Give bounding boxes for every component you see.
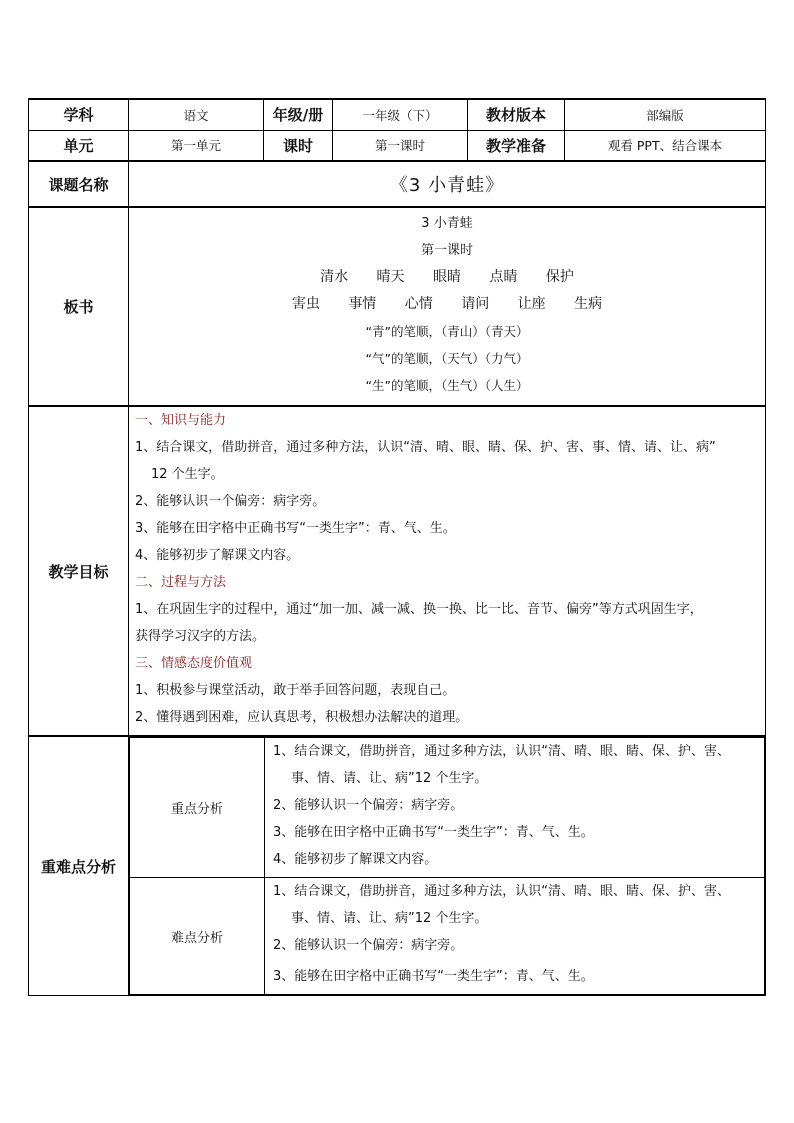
board-stroke-order: “生”的笔顺，（生气）（人生） [365,378,529,393]
topic-title: 《3 小青蛙》 [129,161,766,207]
prep-label: 教学准备 [468,130,565,161]
board-word: 清水 [320,269,349,285]
board-word: 晴天 [376,269,405,285]
lesson-label: 课时 [264,130,333,161]
lesson-value: 第一课时 [333,130,468,161]
key-point-item: 4、能够初步了解课文内容。 [273,852,438,867]
goals-section-heading: 三、情感态度价值观 [135,656,253,671]
difficult-points-row [130,878,765,995]
key-points-row [130,738,765,878]
subject-value: 语文 [129,99,264,130]
goals-label: 教学目标 [29,406,129,736]
key-point-item: 3、能够在田字格中正确书写“一类生字”：青、气、生。 [273,825,594,840]
board-word: 事情 [348,296,377,312]
goals-row [29,406,766,736]
board-word: 请问 [461,296,490,312]
analysis-row [29,736,766,996]
difficult-point-item: 事、情、请、让、病”12 个生字。 [291,911,488,926]
topic-label: 课题名称 [29,161,129,207]
board-content [129,207,766,406]
board-words-row-2 [129,291,765,318]
edition-label: 教材版本 [468,99,565,130]
unit-value: 第一单元 [129,130,264,161]
board-stroke-order: “气”的笔顺，（天气）（力气） [365,351,529,366]
board-word: 心情 [404,296,433,312]
goals-section-heading: 一、知识与能力 [135,413,227,428]
goals-item: 3、能够在田字格中正确书写“一类生字”：青、气、生。 [135,521,456,536]
topic-row [29,161,766,207]
board-label: 板书 [29,207,129,406]
grade-value: 一年级（下） [333,99,468,130]
board-word: 眼睛 [433,269,461,285]
goals-item: 12 个生字。 [151,467,224,482]
key-points-label: 重点分析 [130,738,265,878]
key-points-content [265,738,765,878]
board-title: 3 小青蛙 [421,216,473,231]
analysis-content [129,736,766,996]
board-word: 让座 [517,296,546,312]
edition-value: 部编版 [565,99,766,130]
difficult-point-item: 3、能够在田字格中正确书写“一类生字”：青、气、生。 [273,969,594,984]
subject-label: 学科 [29,99,129,130]
board-stroke-order: “青”的笔顺，（青山）（青天） [365,324,529,339]
board-words-row-1 [129,264,765,291]
prep-value: 观看 PPT、结合课本 [565,130,766,161]
goals-item: 1、在巩固生字的过程中，通过“加一加、减一减、换一换、比一比、音节、偏旁”等方式巩固生字， [135,602,703,617]
analysis-inner-table [129,737,765,995]
goals-section-heading: 二、过程与方法 [135,575,227,590]
board-word: 生病 [574,296,603,312]
key-point-item: 1、结合课文，借助拼音，通过多种方法，认识“清、晴、眼、睛、保、护、害、 [273,744,731,759]
difficult-point-item: 2、能够认识一个偏旁：病字旁。 [273,938,464,953]
goals-item: 2、能够认识一个偏旁：病字旁。 [135,494,326,509]
goals-content [129,406,766,736]
goals-item: 4、能够初步了解课文内容。 [135,548,300,563]
lesson-plan-table [28,98,766,996]
grade-label: 年级/册 [264,99,333,130]
key-point-item: 事、情、请、让、病”12 个生字。 [291,771,488,786]
board-word: 点睛 [489,269,518,285]
difficult-points-label: 难点分析 [130,878,265,995]
header-row-1 [29,99,766,130]
key-point-item: 2、能够认识一个偏旁：病字旁。 [273,798,464,813]
analysis-label: 重难点分析 [29,736,129,996]
unit-label: 单元 [29,130,129,161]
goals-item: 2、懂得遇到困难，应认真思考，积极想办法解决的道理。 [135,710,469,725]
goals-item: 1、结合课文，借助拼音，通过多种方法，认识“清、晴、眼、睛、保、护、害、事、情、请、让、病” [135,440,716,455]
board-word: 保护 [545,269,574,285]
board-row [29,207,766,406]
header-row-2 [29,130,766,161]
goals-item: 1、积极参与课堂活动，敢于举手回答问题，表现自己。 [135,683,456,698]
goals-item: 获得学习汉字的方法。 [135,629,266,644]
board-lesson: 第一课时 [420,243,473,258]
difficult-point-item: 1、结合课文，借助拼音，通过多种方法，认识“清、晴、眼、睛、保、护、害、 [273,884,731,899]
difficult-points-content [265,878,765,995]
board-word: 害虫 [291,296,320,312]
